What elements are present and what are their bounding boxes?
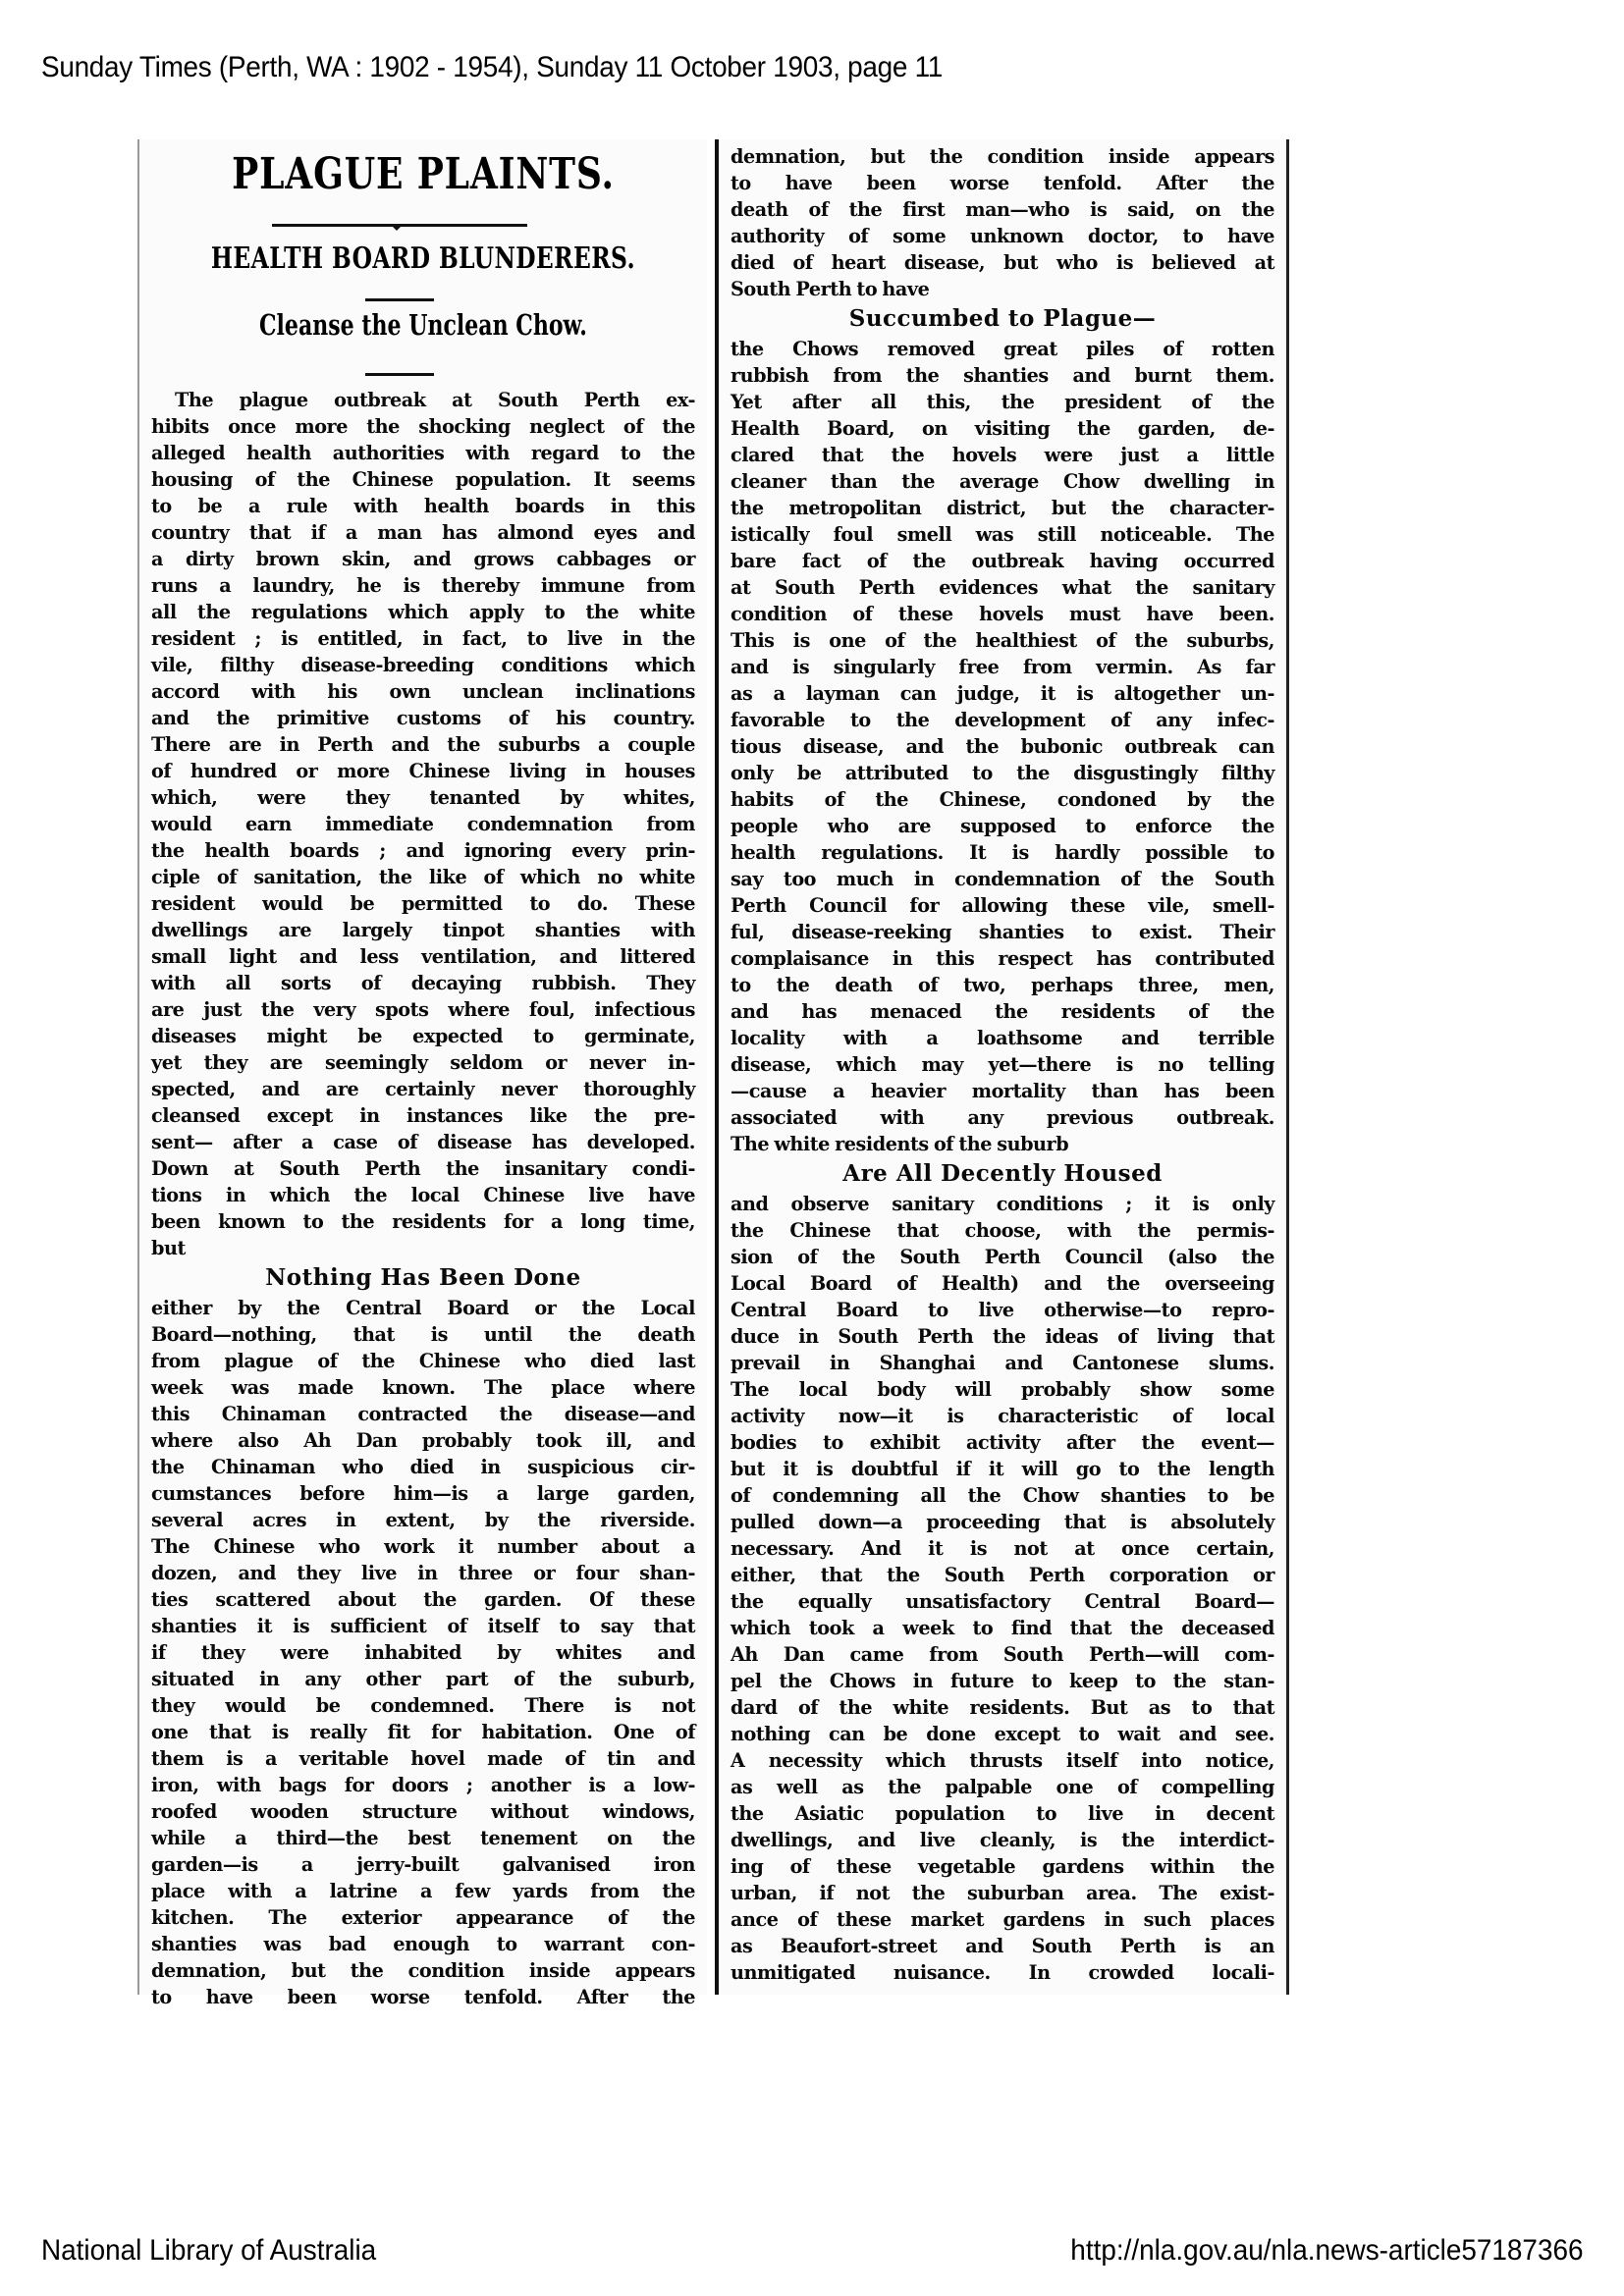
text-line: from plague of the Chinese who died last bbox=[151, 1350, 695, 1372]
text-line: which, were they tenanted by whites, bbox=[151, 786, 695, 809]
text-line: istically foul smell was still noticeable. The bbox=[731, 523, 1274, 546]
text-line: ciple of sanitation, the like of which no white bbox=[151, 866, 695, 888]
text-line: of hundred or more Chinese living in houses bbox=[151, 760, 695, 782]
text-line: would earn immediate condemnation from bbox=[151, 813, 695, 835]
text-line: health regulations. It is hardly possible to bbox=[731, 841, 1274, 864]
text-line: sion of the South Perth Council (also the bbox=[731, 1246, 1274, 1268]
right-column-body bbox=[731, 143, 1274, 1986]
text-line: of condemning all the Chow shanties to be bbox=[731, 1484, 1274, 1507]
text-line: and observe sanitary conditions ; it is only bbox=[731, 1193, 1274, 1215]
text-line: South Perth to have bbox=[731, 278, 930, 300]
text-line: There are in Perth and the suburbs a couple bbox=[151, 733, 695, 756]
text-line: authority of some unknown doctor, to have bbox=[731, 225, 1274, 247]
left-column-body bbox=[151, 387, 695, 2010]
text-line: favorable to the development of any infec- bbox=[731, 709, 1274, 731]
text-line: either by the Central Board or the Local bbox=[151, 1297, 695, 1319]
text-line: housing of the Chinese population. It seems bbox=[151, 468, 695, 491]
text-line: clared that the hovels were just a little bbox=[731, 444, 1274, 466]
text-line: to be a rule with health boards in this bbox=[151, 495, 695, 517]
footer-article-url[interactable]: http://nla.gov.au/nla.news-article57187366 bbox=[1069, 2234, 1583, 2267]
text-line: the Chinese that choose, with the permis- bbox=[731, 1219, 1274, 1242]
citation-header: Sunday Times (Perth, WA : 1902 - 1954), Sunday 11 October 1903, page 11 bbox=[41, 51, 943, 83]
text-line: associated with any previous outbreak. bbox=[731, 1106, 1274, 1129]
text-line: shanties it is sufficient of itself to say that bbox=[151, 1615, 695, 1637]
text-line: condition of these hovels must have been. bbox=[731, 603, 1274, 625]
text-line: as well as the palpable one of compelling bbox=[731, 1776, 1274, 1798]
text-line: dwellings, and live cleanly, is the interdict- bbox=[731, 1829, 1274, 1851]
text-line: Central Board to live otherwise—to repro- bbox=[731, 1299, 1274, 1321]
text-line: iron, with bags for doors ; another is a low- bbox=[151, 1774, 695, 1796]
headline: PLAGUE PLAINTS. bbox=[232, 149, 615, 199]
text-line: with all sorts of decaying rubbish. They bbox=[151, 972, 695, 994]
text-line: Local Board of Health) and the overseeing bbox=[731, 1272, 1274, 1295]
text-line: week was made known. The place where bbox=[151, 1376, 695, 1399]
text-line: bare fact of the outbreak having occurred bbox=[731, 550, 1274, 572]
subhead-nothing-has-been-done: Nothing Has Been Done bbox=[265, 1264, 581, 1291]
text-line: habits of the Chinese, condoned by the bbox=[731, 788, 1274, 811]
text-line: a dirty brown skin, and grows cabbages or bbox=[151, 548, 695, 570]
text-line: the Asiatic population to live in decent bbox=[731, 1802, 1274, 1825]
text-line: either, that the South Perth corporation or bbox=[731, 1564, 1274, 1586]
text-line: which took a week to find that the deceased bbox=[731, 1617, 1274, 1639]
text-line: urban, if not the suburban area. The exist- bbox=[731, 1882, 1274, 1904]
text-line: roofed wooden structure without windows, bbox=[151, 1800, 695, 1823]
text-line: as Beaufort-street and South Perth is an bbox=[731, 1935, 1274, 1957]
text-line: but bbox=[151, 1237, 186, 1259]
text-line: —cause a heavier mortality than has been bbox=[731, 1080, 1274, 1102]
text-line: The Chinese who work it number about a bbox=[151, 1535, 695, 1558]
text-line: death of the first man—who is said, on the bbox=[731, 198, 1274, 221]
text-line: small light and less ventilation, and littered bbox=[151, 945, 695, 968]
text-line: necessary. And it is not at once certain, bbox=[731, 1537, 1274, 1560]
text-line: the Chows removed great piles of rotten bbox=[731, 338, 1274, 360]
text-line: country that if a man has almond eyes and bbox=[151, 521, 695, 544]
text-line: unmitigated nuisance. In crowded locali- bbox=[731, 1961, 1274, 1984]
text-line: one that is really fit for habitation. One of bbox=[151, 1721, 695, 1743]
text-line: pulled down—a proceeding that is absolutely bbox=[731, 1511, 1274, 1533]
text-line: cumstances before him—is a large garden, bbox=[151, 1482, 695, 1505]
text-line: situated in any other part of the suburb, bbox=[151, 1668, 695, 1690]
text-line: disease, which may yet—there is no telling bbox=[731, 1053, 1274, 1076]
text-line: place with a latrine a few yards from the bbox=[151, 1880, 695, 1902]
text-line: tious disease, and the bubonic outbreak can bbox=[731, 735, 1274, 758]
text-line: the Chinaman who died in suspicious cir- bbox=[151, 1456, 695, 1478]
text-line: but it is doubtful if it will go to the length bbox=[731, 1458, 1274, 1480]
text-line: several acres in extent, by the riverside. bbox=[151, 1509, 695, 1531]
text-line: yet they are seemingly seldom or never in- bbox=[151, 1051, 695, 1074]
text-line: bodies to exhibit activity after the event— bbox=[731, 1431, 1274, 1454]
text-line: prevail in Shanghai and Cantonese slums. bbox=[731, 1352, 1274, 1374]
text-line: This is one of the healthiest of the suburbs, bbox=[731, 629, 1274, 652]
text-line: the metropolitan district, but the character- bbox=[731, 497, 1274, 519]
text-line: sent— after a case of disease has developed. bbox=[151, 1131, 695, 1153]
text-line: all the regulations which apply to the white bbox=[151, 601, 695, 623]
text-line: alleged health authorities with regard to the bbox=[151, 442, 695, 464]
text-line: The local body will probably show some bbox=[731, 1378, 1274, 1401]
short-rule bbox=[365, 298, 434, 301]
text-line: vile, filthy disease-breeding conditions which bbox=[151, 654, 695, 676]
text-line: and is singularly free from vermin. As far bbox=[731, 656, 1274, 678]
short-rule bbox=[365, 373, 434, 376]
text-line: Perth Council for allowing these vile, smell- bbox=[731, 894, 1274, 917]
subhead-are-all-decently-housed: Are All Decently Housed bbox=[842, 1160, 1163, 1187]
text-line: Down at South Perth the insanitary condi- bbox=[151, 1157, 695, 1180]
subhead-succumbed-to-plague: Succumbed to Plague— bbox=[848, 305, 1157, 332]
text-line: the equally unsatisfactory Central Board— bbox=[731, 1590, 1274, 1613]
text-line: ties scattered about the garden. Of these bbox=[151, 1588, 695, 1611]
text-line: say too much in condemnation of the South bbox=[731, 868, 1274, 890]
text-line: Yet after all this, the president of the bbox=[731, 391, 1274, 413]
text-line: shanties was bad enough to warrant con- bbox=[151, 1933, 695, 1955]
text-line: dwellings are largely tinpot shanties with bbox=[151, 919, 695, 941]
footer-library-name: National Library of Australia bbox=[41, 2234, 377, 2267]
text-line: hibits once more the shocking neglect of the bbox=[151, 415, 695, 438]
text-line: accord with his own unclean inclinations bbox=[151, 680, 695, 703]
text-line: duce in South Perth the ideas of living that bbox=[731, 1325, 1274, 1348]
text-line: people who are supposed to enforce the bbox=[731, 815, 1274, 837]
text-line: demnation, but the condition inside appears bbox=[151, 1959, 695, 1982]
text-line: spected, and are certainly never thoroughly bbox=[151, 1078, 695, 1100]
text-line: locality with a loathsome and terrible bbox=[731, 1027, 1274, 1049]
text-line: kitchen. The exterior appearance of the bbox=[151, 1906, 695, 1929]
text-line: cleansed except in instances like the pre- bbox=[151, 1104, 695, 1127]
text-line: are just the very spots where foul, infectious bbox=[151, 998, 695, 1021]
text-line: they would be condemned. There is not bbox=[151, 1694, 695, 1717]
text-line: while a third—the best tenement on the bbox=[151, 1827, 695, 1849]
text-line: Ah Dan came from South Perth—will com- bbox=[731, 1643, 1274, 1666]
text-line: runs a laundry, he is thereby immune from bbox=[151, 574, 695, 597]
text-line: where also Ah Dan probably took ill, and bbox=[151, 1429, 695, 1452]
text-line: and the primitive customs of his country. bbox=[151, 707, 695, 729]
deck: Cleanse the Unclean Chow. bbox=[259, 308, 587, 342]
article-clipping-right-column bbox=[715, 139, 1289, 1995]
subheadline: HEALTH BOARD BLUNDERERS. bbox=[210, 241, 636, 276]
text-line: demnation, but the condition inside appears bbox=[731, 145, 1274, 168]
text-line: only be attributed to the disgustingly filthy bbox=[731, 762, 1274, 784]
text-line: this Chinaman contracted the disease—and bbox=[151, 1403, 695, 1425]
text-line: as a layman can judge, it is altogether un- bbox=[731, 682, 1274, 705]
text-line: cleaner than the average Chow dwelling in bbox=[731, 470, 1274, 493]
text-line: The white residents of the suburb bbox=[731, 1133, 1069, 1155]
text-line: garden—is a jerry-built galvanised iron bbox=[151, 1853, 695, 1876]
text-line: ing of these vegetable gardens within the bbox=[731, 1855, 1274, 1878]
text-line: Board—nothing, that is until the death bbox=[151, 1323, 695, 1346]
decorative-rule bbox=[272, 224, 527, 227]
text-line: to have been worse tenfold. After the bbox=[151, 1986, 695, 2008]
text-line: rubbish from the shanties and burnt them. bbox=[731, 364, 1274, 387]
text-line: pel the Chows in future to keep to the stan- bbox=[731, 1670, 1274, 1692]
text-line: the health boards ; and ignoring every prin- bbox=[151, 839, 695, 862]
text-line: complaisance in this respect has contributed bbox=[731, 947, 1274, 970]
text-line: nothing can be done except to wait and see. bbox=[731, 1723, 1274, 1745]
text-line: ful, disease-reeking shanties to exist. Their bbox=[731, 921, 1274, 943]
text-line: resident ; is entitled, in fact, to live in the bbox=[151, 627, 695, 650]
text-line: dard of the white residents. But as to that bbox=[731, 1696, 1274, 1719]
text-line: diseases might be expected to germinate, bbox=[151, 1025, 695, 1047]
article-clipping-left-column bbox=[137, 139, 707, 2008]
text-line: been known to the residents for a long time, bbox=[151, 1210, 695, 1233]
text-line: The plague outbreak at South Perth ex- bbox=[175, 389, 695, 411]
text-line: and has menaced the residents of the bbox=[731, 1000, 1274, 1023]
text-line: to the death of two, perhaps three, men, bbox=[731, 974, 1274, 996]
text-line: if they were inhabited by whites and bbox=[151, 1641, 695, 1664]
text-line: dozen, and they live in three or four shan- bbox=[151, 1562, 695, 1584]
text-line: A necessity which thrusts itself into notice, bbox=[731, 1749, 1274, 1772]
text-line: at South Perth evidences what the sanitary bbox=[731, 576, 1274, 599]
text-line: resident would be permitted to do. These bbox=[151, 892, 695, 915]
text-line: them is a veritable hovel made of tin and bbox=[151, 1747, 695, 1770]
text-line: activity now—it is characteristic of local bbox=[731, 1405, 1274, 1427]
text-line: died of heart disease, but who is believed at bbox=[731, 251, 1274, 274]
text-line: tions in which the local Chinese live have bbox=[151, 1184, 695, 1206]
text-line: Health Board, on visiting the garden, de- bbox=[731, 417, 1274, 440]
text-line: ance of these market gardens in such places bbox=[731, 1908, 1274, 1931]
text-line: to have been worse tenfold. After the bbox=[731, 172, 1274, 194]
